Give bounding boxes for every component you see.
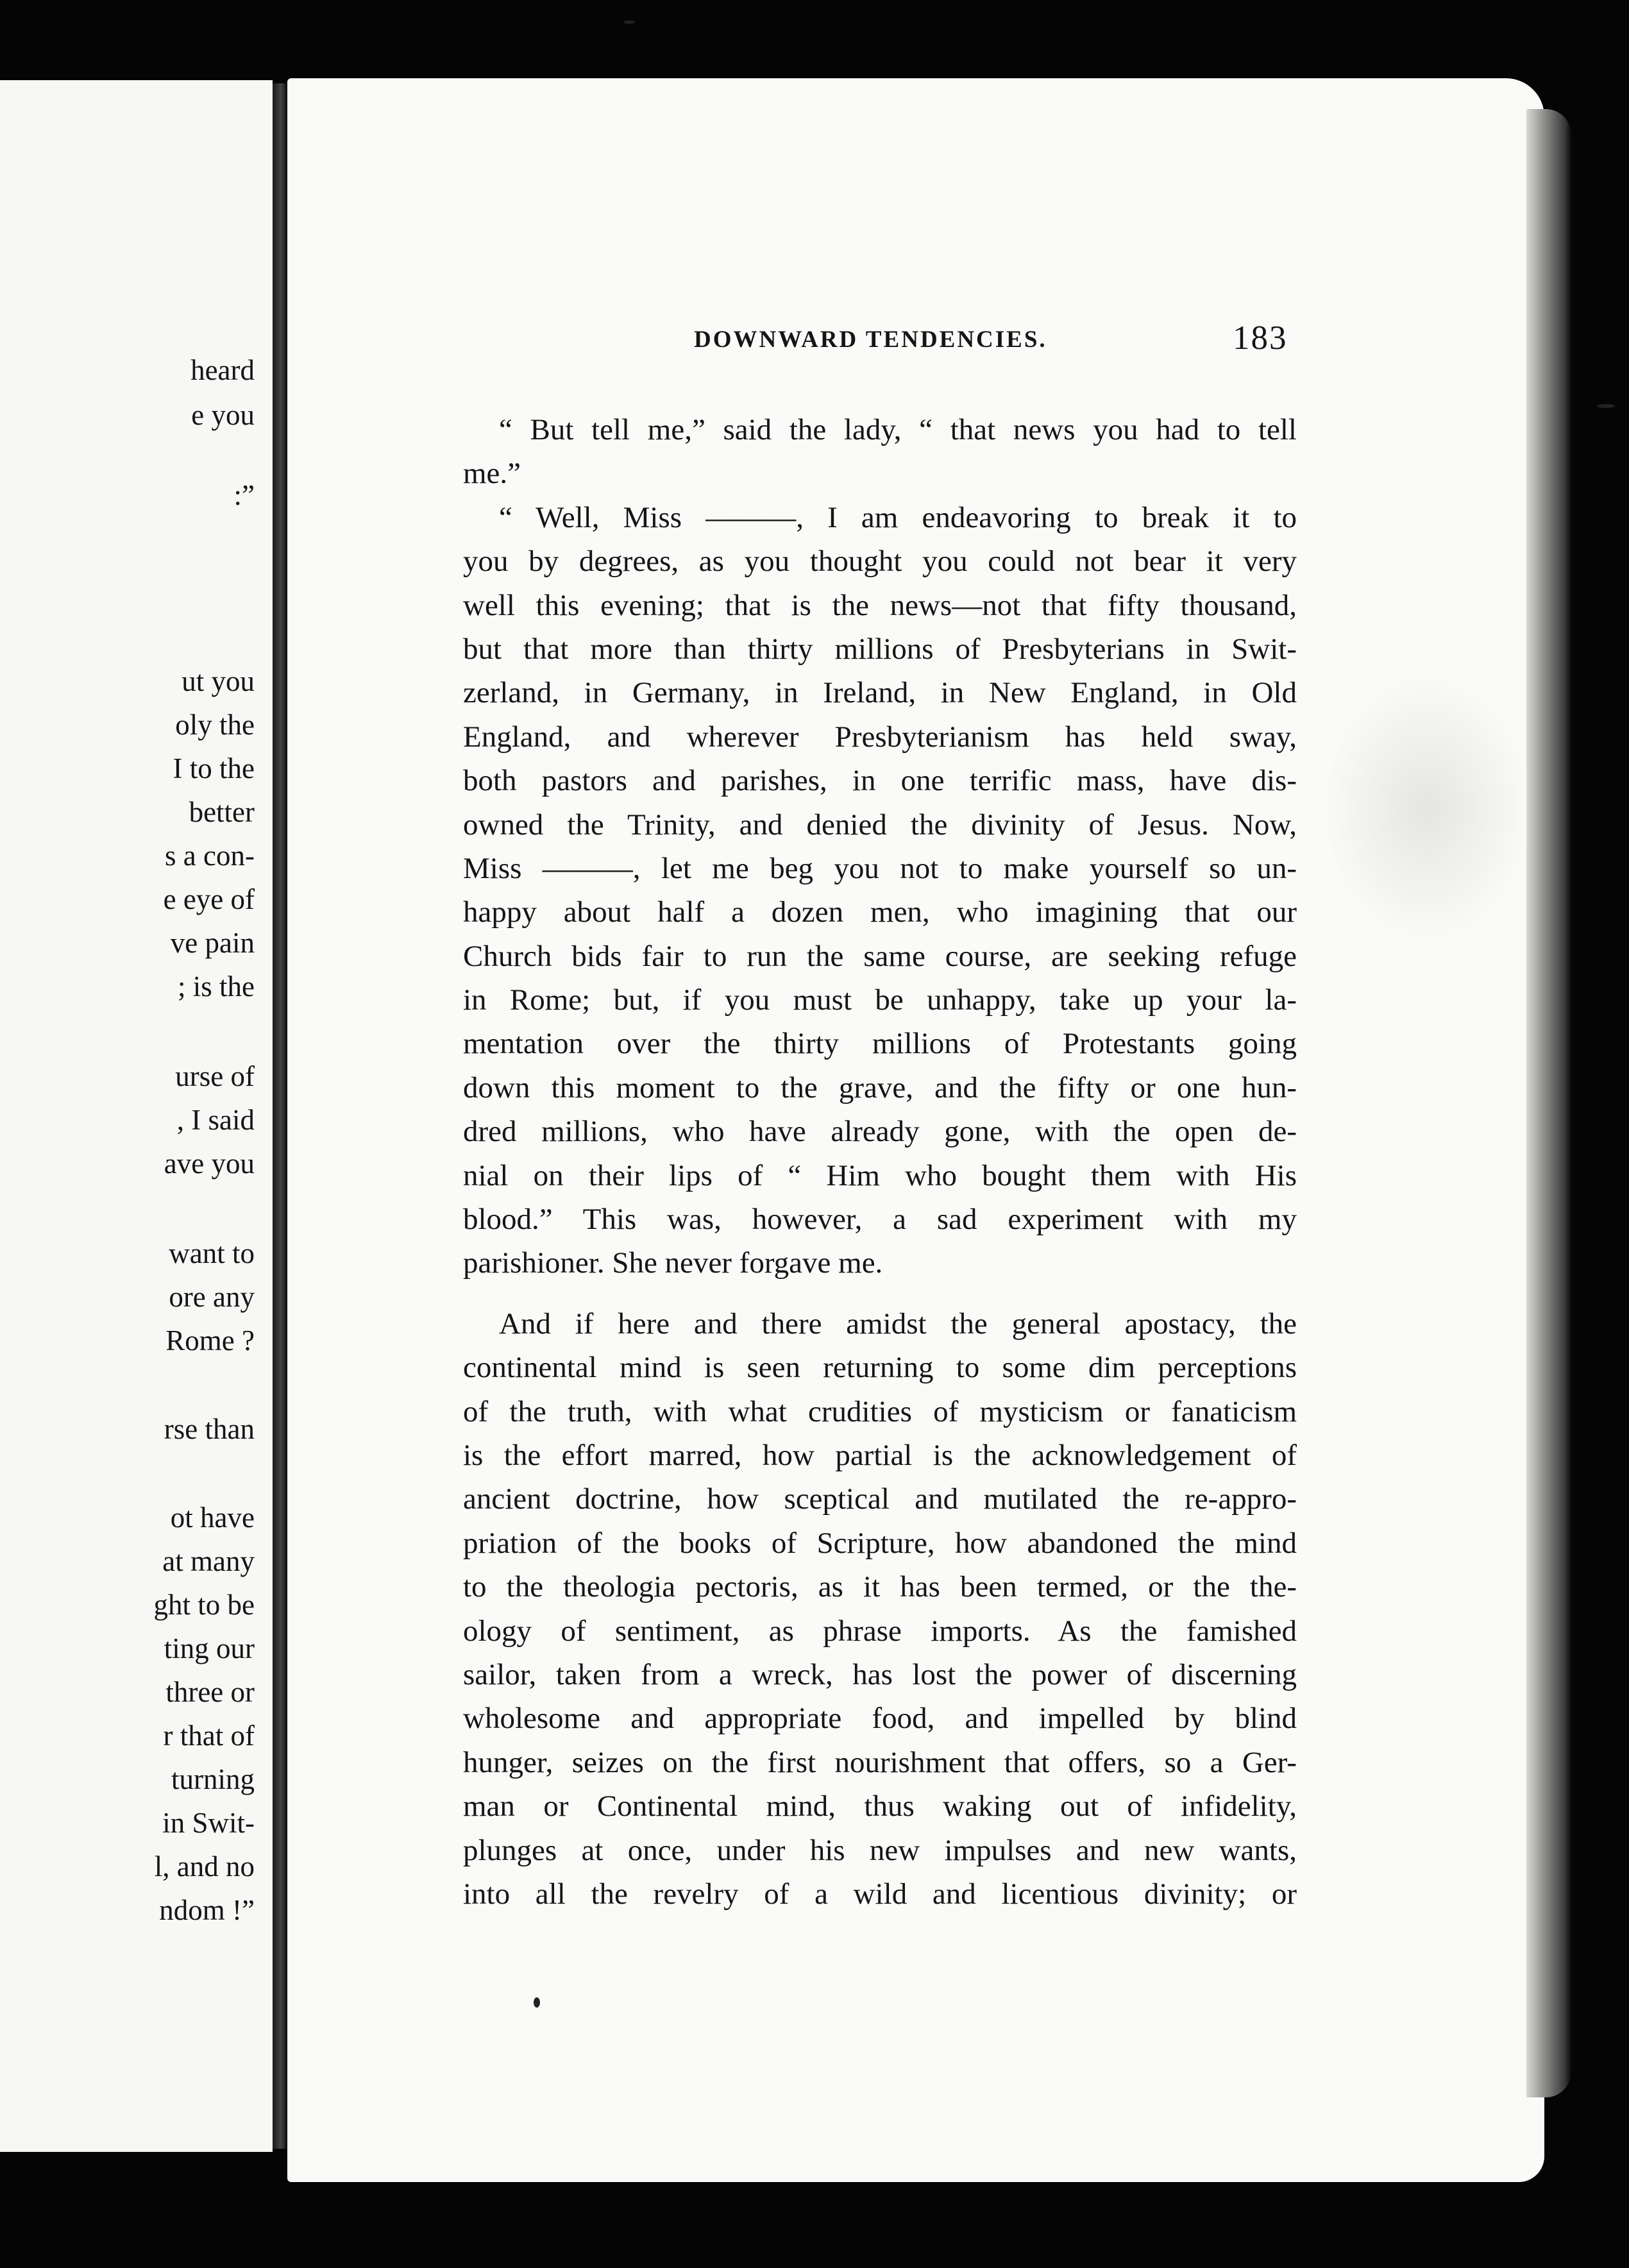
facing-page-line: :” (233, 479, 255, 511)
text-line: is the effort marred, how partial is the acknowledgement of (463, 1438, 1297, 1472)
facing-page-line: e eye of (163, 883, 255, 915)
facing-page-line: ; is the (178, 970, 255, 1003)
text-line: down this moment to the grave, and the fifty or one hun- (463, 1071, 1297, 1104)
text-line: England, and wherever Presbyterianism has held sway, (463, 720, 1297, 754)
facing-page-line: ndom !” (159, 1894, 255, 1926)
text-line: both pastors and parishes, in one terrific mass, have dis- (463, 764, 1297, 798)
facing-page-line: urse of (175, 1060, 255, 1092)
facing-page-line: ore any (169, 1281, 255, 1313)
text-line: me.” (463, 457, 521, 491)
text-line: wholesome and appropriate food, and impelled by blind (463, 1702, 1297, 1736)
main-text (463, 408, 1297, 1916)
text-line: nial on their lips of “ Him who bought them with His (463, 1158, 1297, 1192)
text-line: “ But tell me,” said the lady, “ that news you had to tell (499, 413, 1297, 446)
text-line: of the truth, with what crudities of mysticism or fanaticism (463, 1394, 1297, 1428)
text-line: hunger, seizes on the first nourishment that offers, so a Ger- (463, 1745, 1297, 1779)
facing-page-line: , I said (176, 1104, 255, 1136)
text-line: sailor, taken from a wreck, has lost the power of discerning (463, 1657, 1297, 1691)
text-line: ology of sentiment, as phrase imports. As the famished (463, 1614, 1297, 1648)
text-line: dred millions, who have already gone, with the open de- (463, 1115, 1297, 1149)
text-line: priation of the books of Scripture, how abandoned the mind (463, 1526, 1297, 1560)
facing-page-line: heard (190, 354, 255, 386)
facing-page-line: ut you (181, 665, 255, 697)
facing-page-line: e you (191, 399, 255, 431)
facing-page-line: turning (171, 1763, 255, 1795)
text-line: well this evening; that is the news—not that fifty thousand, (463, 588, 1297, 622)
scan-speck (1597, 404, 1615, 408)
facing-page-line: ve pain (170, 927, 255, 959)
text-line: parishioner. She never forgave me. (463, 1246, 883, 1280)
facing-page-line: ght to be (153, 1589, 255, 1621)
running-head: DOWNWARD TENDENCIES. (694, 326, 1047, 353)
facing-page-left (0, 80, 273, 2152)
text-line: into all the revelry of a wild and licentious divinity; or (463, 1877, 1297, 1911)
text-line: ancient doctrine, how sceptical and mutilated the re-appro- (463, 1482, 1297, 1516)
facing-page-line: three or (165, 1676, 255, 1708)
facing-page-line: want to (169, 1237, 255, 1269)
text-line: mentation over the thirty millions of Protestants going (463, 1027, 1297, 1061)
facing-page-line: oly the (175, 709, 255, 741)
text-line: man or Continental mind, thus waking out of infidelity, (463, 1790, 1297, 1824)
text-line: Church bids fair to run the same course, are seeking refuge (463, 939, 1297, 973)
text-line: plunges at once, under his new impulses and new wants, (463, 1833, 1297, 1867)
text-line: in Rome; but, if you must be unhappy, take up your la- (463, 983, 1297, 1017)
facing-page-line: rse than (164, 1413, 255, 1445)
facing-page-line: ot have (170, 1502, 255, 1534)
scan-speck (534, 1997, 540, 2008)
text-line: happy about half a dozen men, who imagining that our (463, 895, 1297, 929)
text-line: you by degrees, as you thought you could not bear it very (463, 545, 1297, 579)
text-line: blood.” This was, however, a sad experiment with my (463, 1203, 1297, 1237)
text-line: Miss ———, let me beg you not to make yourself so un- (463, 851, 1297, 885)
facing-page-line: in Swit- (162, 1807, 255, 1839)
text-line: to the theologia pectoris, as it has been termed, or the the- (463, 1570, 1297, 1604)
page-number: 183 (1233, 319, 1288, 357)
text-line: continental mind is seen returning to some dim perceptions (463, 1351, 1297, 1385)
text-line: owned the Trinity, and denied the divinity of Jesus. Now, (463, 808, 1297, 842)
facing-page-line: l, and no (154, 1850, 255, 1883)
scan-speck (623, 21, 635, 24)
book-gutter (273, 83, 287, 2149)
facing-page-line: s a con- (165, 840, 255, 872)
facing-page-line: Rome ? (165, 1324, 255, 1357)
page-edge-shadow (1526, 109, 1571, 2097)
text-line: but that more than thirty millions of Presbyterians in Swit- (463, 632, 1297, 666)
text-line: zerland, in Germany, in Ireland, in New England, in Old (463, 676, 1297, 710)
text-line: “ Well, Miss ———, I am endeavoring to break it to (499, 500, 1297, 534)
facing-page-line: better (189, 796, 255, 828)
facing-page-line: at many (162, 1545, 255, 1577)
facing-page-line: I to the (173, 752, 255, 784)
facing-page-line: ave you (164, 1147, 255, 1180)
facing-page-line: r that of (163, 1720, 255, 1752)
facing-page-line: ting our (164, 1632, 255, 1664)
text-line: And if here and there amidst the general apostacy, the (499, 1307, 1297, 1341)
paper-stain (1321, 673, 1533, 943)
